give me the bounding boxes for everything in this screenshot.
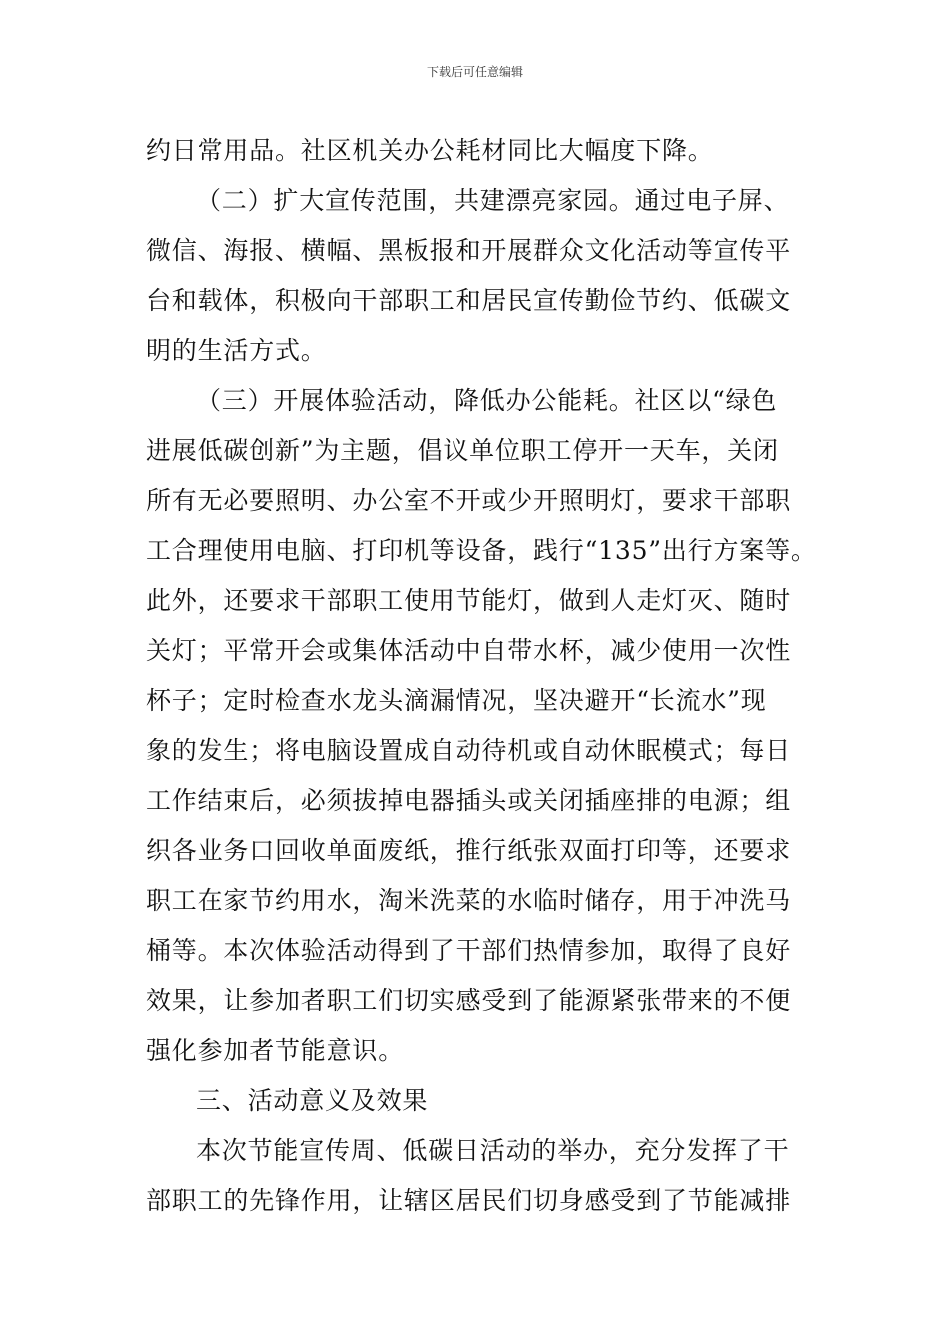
text-line: 明的生活方式。	[146, 336, 327, 365]
text-line: 效果，让参加者职工们切实感受到了能源紧张带来的不便	[146, 986, 792, 1015]
text-line: 此外，还要求干部职工使用节能灯，做到人走灯灭、随时	[146, 586, 792, 615]
text-line: 象的发生；将电脑设置成自动待机或自动休眠模式；每日	[146, 736, 792, 765]
text-line: 强化参加者节能意识。	[146, 1036, 405, 1065]
text-line: 本次节能宣传周、低碳日活动的举办，充分发挥了干	[196, 1136, 790, 1165]
text-line: 微信、海报、横幅、黑板报和开展群众文化活动等宣传平	[146, 236, 792, 265]
text-line: 所有无必要照明、办公室不开或少开照明灯，要求干部职	[146, 486, 792, 515]
text-line: 职工在家节约用水，淘米洗菜的水临时储存，用于冲洗马	[146, 886, 792, 915]
text-line: 约日常用品。社区机关办公耗材同比大幅度下降。	[146, 136, 714, 165]
text-line: 工合理使用电脑、打印机等设备，践行“135”出行方案等。	[146, 536, 817, 565]
text-line: 部职工的先锋作用，让辖区居民们切身感受到了节能减排	[146, 1186, 792, 1215]
text-line: 台和载体，积极向干部职工和居民宣传勤俭节约、低碳文	[146, 286, 792, 315]
document-body	[146, 126, 836, 1226]
text-line: 关灯；平常开会或集体活动中自带水杯，减少使用一次性	[146, 636, 792, 665]
section-heading: 三、活动意义及效果	[196, 1086, 429, 1115]
text-line: 织各业务口回收单面废纸，推行纸张双面打印等，还要求	[146, 836, 792, 865]
text-line: （二）扩大宣传范围，共建漂亮家园。通过电子屏、	[196, 186, 790, 215]
text-line: 桶等。本次体验活动得到了干部们热情参加，取得了良好	[146, 936, 792, 965]
page-header: 下载后可任意编辑	[426, 65, 523, 79]
text-line: 杯子；定时检查水龙头滴漏情况，坚决避开“长流水”现	[146, 686, 767, 715]
text-line: 进展低碳创新”为主题，倡议单位职工停开一天车，关闭	[146, 436, 779, 465]
text-line: （三）开展体验活动，降低办公能耗。社区以“绿色	[196, 386, 778, 415]
text-line: 工作结束后，必须拔掉电器插头或关闭插座排的电源；组	[146, 786, 792, 815]
